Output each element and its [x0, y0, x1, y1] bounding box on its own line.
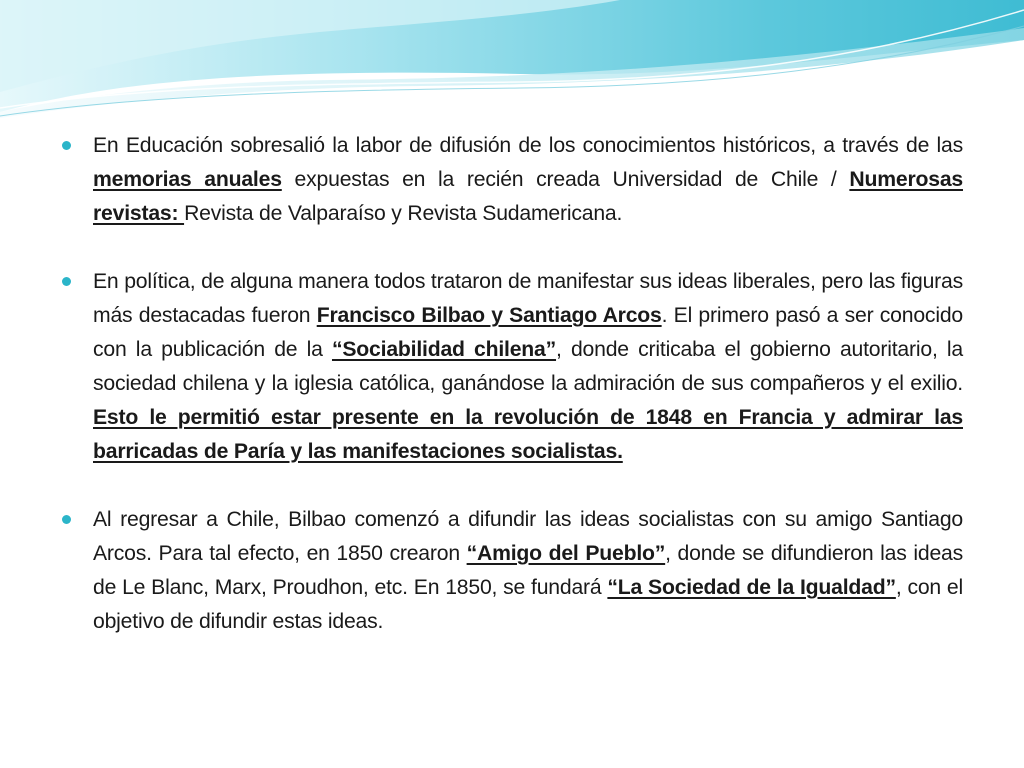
bullet-text: . El primero pasó a ser conocido con la publicación de la — [93, 304, 963, 361]
emphasis-memorias-anuales: memorias anuales — [93, 168, 282, 191]
bullet-regreso-chile — [62, 503, 963, 639]
emphasis-bilbao-arcos: Francisco Bilbao y Santiago Arcos — [316, 304, 662, 327]
bullet-dot-icon — [62, 141, 71, 150]
emphasis-sociedad-igualdad: “La Sociedad de la Igualdad” — [607, 576, 896, 599]
bullet-educacion — [62, 129, 963, 231]
emphasis-numerosas-revistas: Numerosas revistas: — [93, 168, 963, 225]
header-wave-decoration — [0, 0, 1024, 130]
bullet-text: , con el objetivo de difundir estas ideas. — [93, 576, 964, 633]
bullet-text: expuestas en la recién creada Universidad de Chile / — [281, 168, 850, 191]
bullet-text: En política, de alguna manera todos trataron de manifestar sus ideas liberales, pero las figuras más destacadas fueron — [93, 270, 964, 327]
slide-content — [62, 129, 963, 673]
emphasis-amigo-del-pueblo: “Amigo del Pueblo” — [466, 542, 666, 565]
bullet-dot-icon — [62, 515, 71, 524]
bullet-politica — [62, 265, 963, 469]
bullet-dot-icon — [62, 277, 71, 286]
bullet-text: Revista de Valparaíso y Revista Sudamericana. — [184, 202, 623, 225]
bullet-text: , donde criticaba el gobierno autoritario, la sociedad chilena y la iglesia católica, ganándose la admiración de sus compañeros y el exilio. — [93, 338, 963, 395]
bullet-text: En Educación sobresalió la labor de difusión de los conocimientos históricos, a través de las — [93, 134, 963, 157]
bullet-text: Al regresar a Chile, Bilbao comenzó a difundir las ideas socialistas con su amigo Santiago Arcos. Para tal efecto, en 1850 crearon — [93, 508, 963, 565]
bullet-text: , donde se difundieron las ideas de Le Blanc, Marx, Proudhon, etc. En 1850, se fundará — [93, 542, 964, 599]
emphasis-sociabilidad-chilena: “Sociabilidad chilena” — [331, 338, 557, 361]
emphasis-revolucion-1848: Esto le permitió estar presente en la revolución de 1848 en Francia y admirar las barricadas de Paría y las manifestaciones socialistas. — [93, 406, 963, 463]
